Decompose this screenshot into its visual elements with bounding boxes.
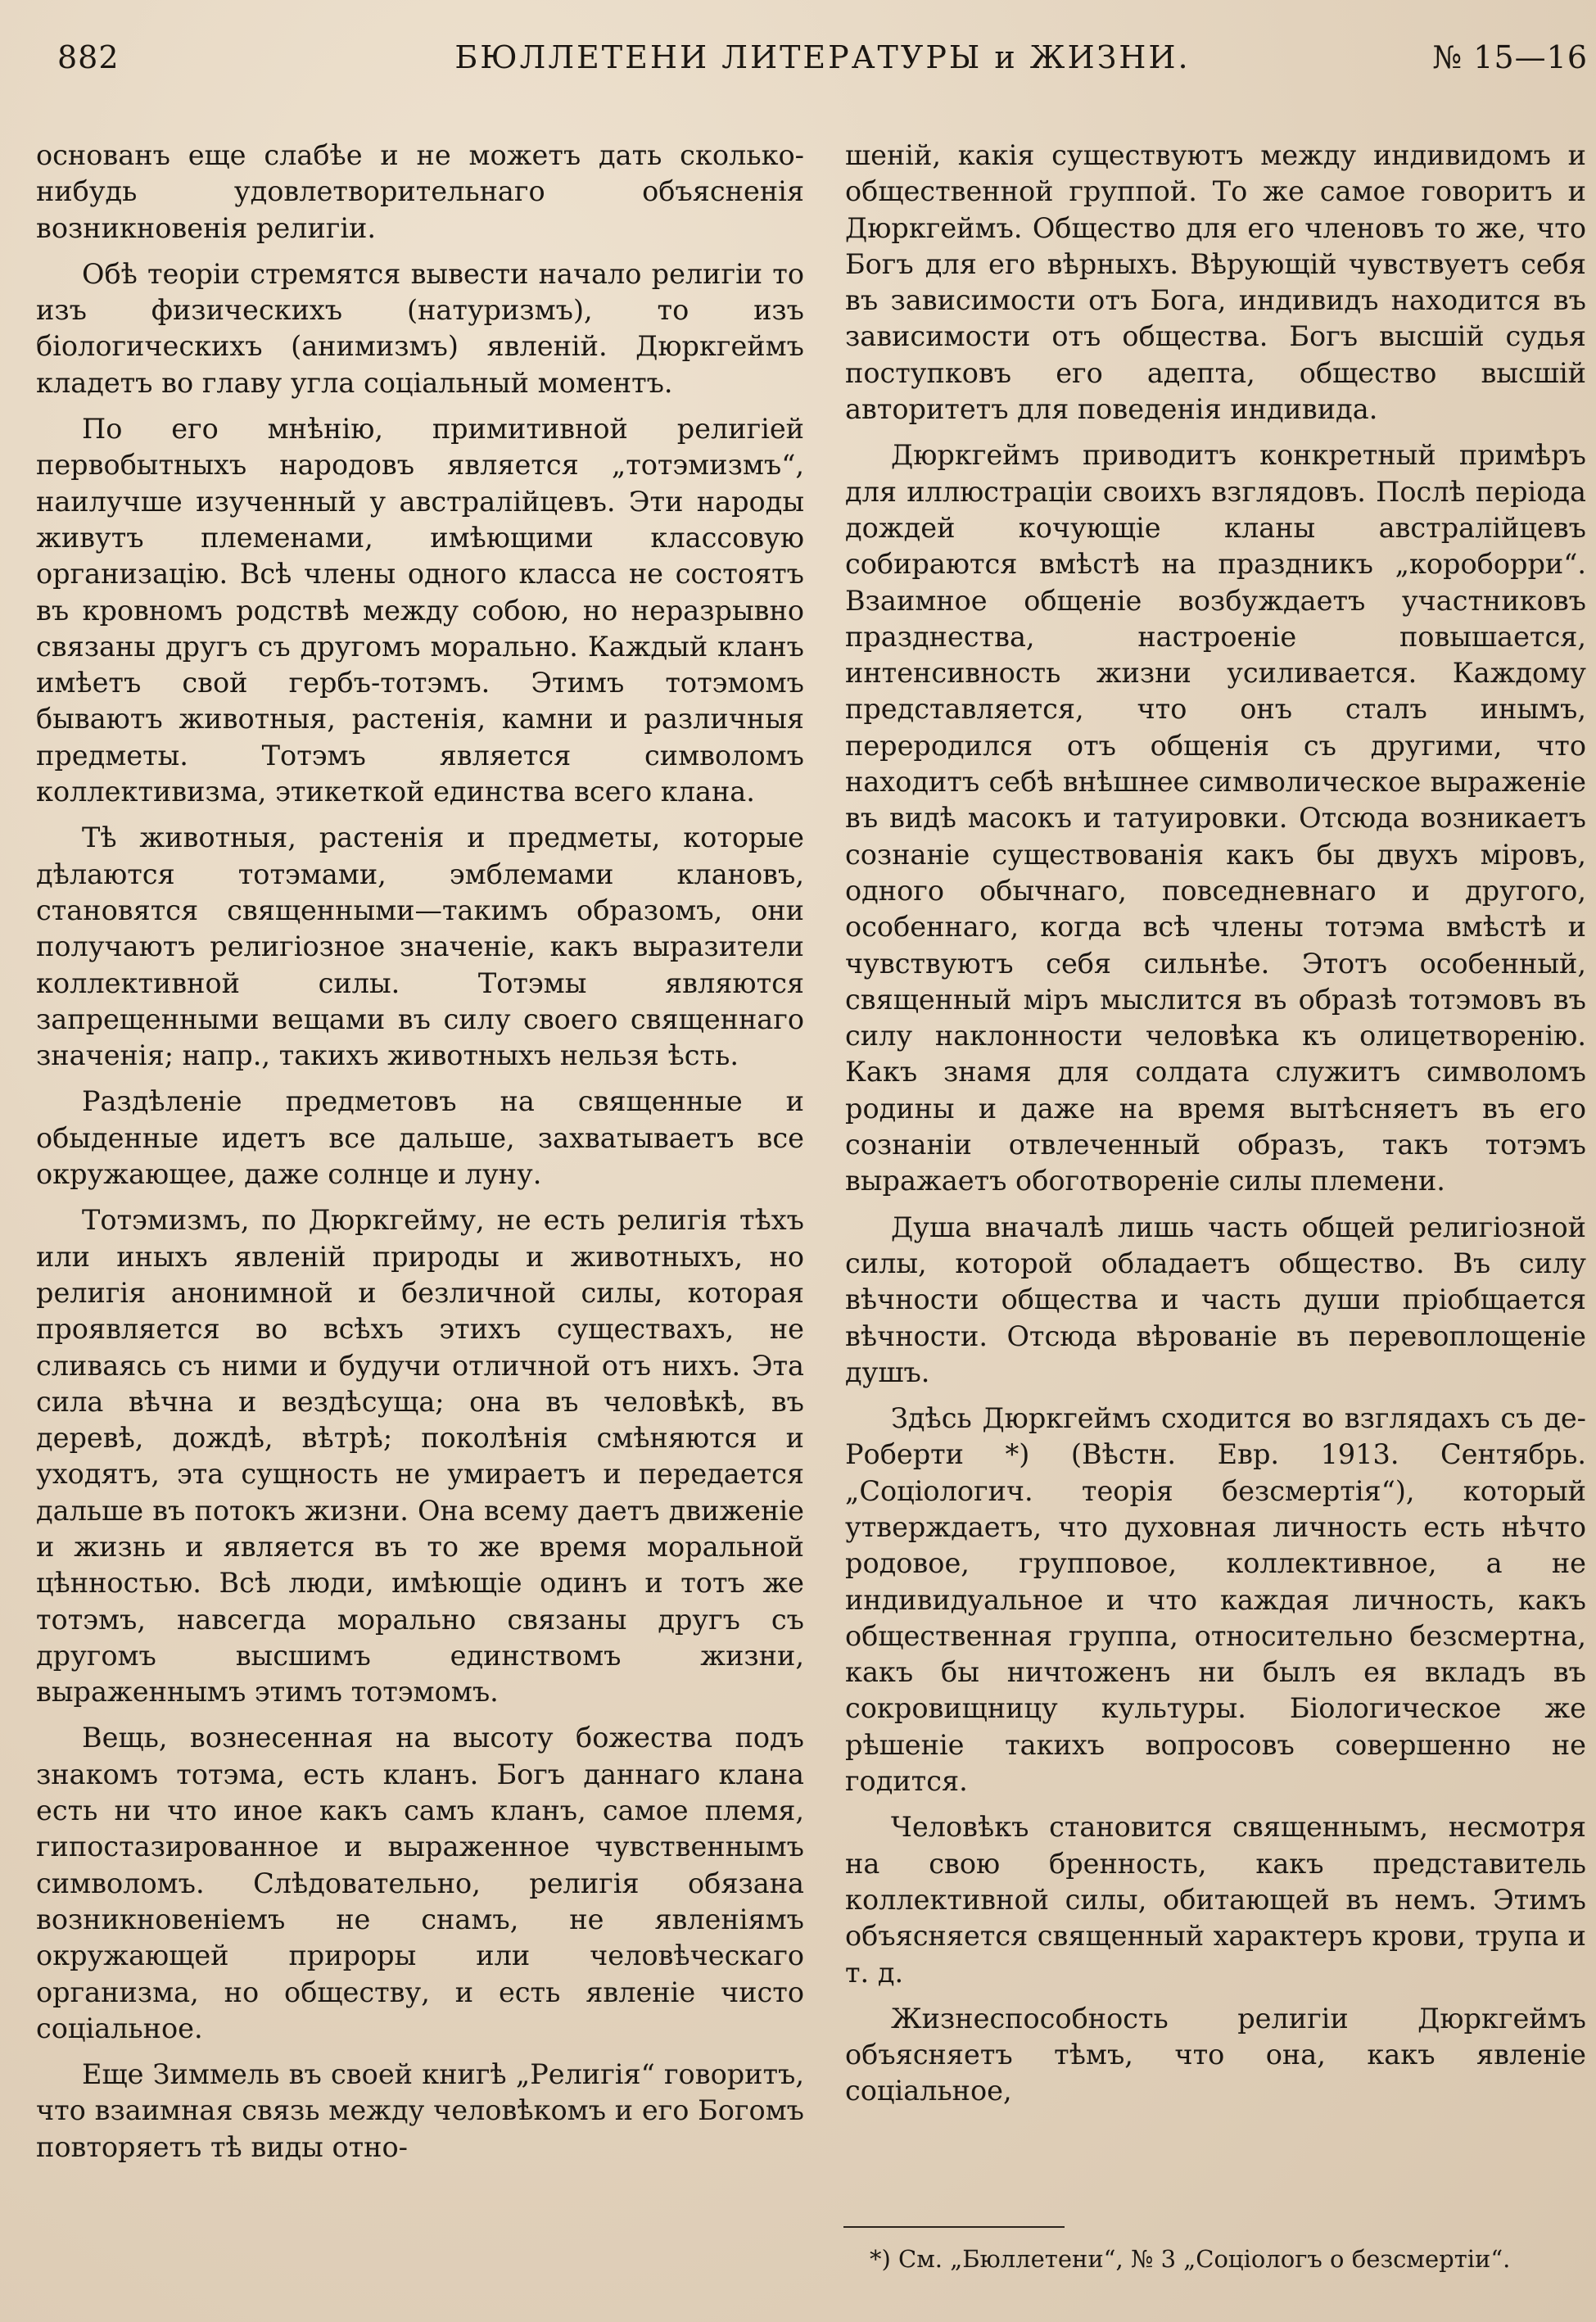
left-column: [36, 138, 804, 2166]
paragraph: Дюркгеймъ приводитъ конкретный примѣръ для иллюстраціи своихъ взглядовъ. Послѣ періода дождей кочующіе кланы австралійцевъ собираются вмѣстѣ на праздникъ „короборри“. Взаимное общеніе возбуждаетъ участниковъ празднества, настроеніе повышается, интенсивность жизни усиливается. Каждому представляется, что онъ сталъ инымъ, переродился отъ общенія съ другими, что находитъ себѣ внѣшнее символическое выраженіе въ видѣ масокъ и татуировки. Отсюда возникаетъ сознаніе существованія какъ бы двухъ міровъ, одного обычнаго, повседневнаго и другого, особеннаго, когда всѣ члены тотэма вмѣстѣ и чувствуютъ себя сильнѣе. Этотъ особенный, священный міръ мыслится въ образѣ тотэмовъ въ силу наклонности человѣка къ олицетворенію. Какъ знамя для солдата служитъ символомъ родины и даже на время вытѣсняетъ въ его сознаніи отвлеченный образъ, такъ тотэмъ выражаетъ обоготвореніе силы племени.: [845, 439, 1586, 1197]
paragraph: Раздѣленіе предметовъ на священные и обыденные идетъ все дальше, захватываетъ все окружающее, даже солнце и луну.: [36, 1085, 804, 1191]
running-header: [57, 39, 1588, 88]
journal-title: БЮЛЛЕТЕНИ ЛИТЕРАТУРЫ и ЖИЗНИ.: [454, 39, 1191, 75]
paragraph: Жизнеспособность религіи Дюркгеймъ объясняетъ тѣмъ, что она, какъ явленіе соціальное,: [845, 2002, 1586, 2107]
paragraph: Человѣкъ становится священнымъ, несмотря на свою бренность, какъ представитель коллективной силы, обитающей въ немъ. Этимъ объясняется священный характеръ крови, трупа и т. д.: [845, 1811, 1586, 1989]
paragraph: Вещь, вознесенная на высоту божества подъ знакомъ тотэма, есть кланъ. Богъ даннаго клана есть ни что иное какъ самъ кланъ, самое племя, гипостазированное и выраженное чувственнымъ символомъ. Слѣдовательно, религія обязана возникновеніемъ не снамъ, не явленіямъ окружающей прироры или человѣческаго организма, но обществу, и есть явленіе чисто соціальное.: [36, 1722, 804, 2044]
paragraph: Душа вначалѣ лишь часть общей религіозной силы, которой обладаетъ общество. Въ силу вѣчности общества и часть души пріобщается вѣчности. Отсюда вѣрованіе въ перевоплощеніе душъ.: [845, 1211, 1586, 1388]
issue-number: № 15—16: [1432, 39, 1588, 75]
paragraph: Тотэмизмъ, по Дюркгейму, не есть религія тѣхъ или иныхъ явленій природы и животныхъ, но религія анонимной и безличной силы, которая проявляется во всѣхъ этихъ существахъ, не сливаясь съ ними и будучи отличной отъ нихъ. Эта сила вѣчна и вездѣсуща; она въ человѣкѣ, въ деревѣ, дождѣ, вѣтрѣ; поколѣнія смѣняются и уходятъ, эта сущность не умираетъ и передается дальше въ потокъ жизни. Она всему даетъ движеніе и жизнь и является въ то же время моральной цѣнностью. Всѣ люди, имѣющіе одинъ и тотъ же тотэмъ, навсегда морально связаны другъ съ другомъ высшимъ единствомъ жизни, выраженнымъ этимъ тотэмомъ.: [36, 1204, 804, 1709]
paragraph: Еще Зиммель въ своей книгѣ „Религія“ говоритъ, что взаимная связь между человѣкомъ и его Богомъ повторяетъ тѣ виды отно-: [36, 2058, 804, 2163]
page-number: 882: [57, 39, 120, 75]
right-column: [845, 138, 1586, 2110]
paragraph: Обѣ теоріи стремятся вывести начало религіи то изъ физическихъ (натуризмъ), то изъ біологическихъ (анимизмъ) явленій. Дюркгеймъ кладетъ во главу угла соціальный моментъ.: [36, 257, 804, 399]
paragraph: Тѣ животныя, растенія и предметы, которые дѣлаются тотэмами, эмблемами клановъ, становятся священными—такимъ образомъ, они получаютъ религіозное значеніе, какъ выразители коллективной силы. Тотэмы являются запрещенными вещами въ силу своего священнаго значенія; напр., такихъ животныхъ нельзя ѣсть.: [36, 822, 804, 1072]
footnote-divider: [843, 2226, 1065, 2228]
paragraph: По его мнѣнію, примитивной религіей первобытныхъ народовъ является „тотэмизмъ“, наилучше изученный у австралійцевъ. Эти народы живутъ племенами, имѣющими классовую организацію. Всѣ члены одного класса не состоятъ въ кровномъ родствѣ между собою, но неразрывно связаны другъ съ другомъ морально. Каждый кланъ имѣетъ свой гербъ-тотэмъ. Этимъ тотэмомъ бываютъ животныя, растенія, камни и различныя предметы. Тотэмъ является символомъ коллективизма, этикеткой единства всего клана.: [36, 413, 804, 808]
paragraph: Здѣсь Дюркгеймъ сходится во взглядахъ съ де-Роберти *) (Вѣстн. Евр. 1913. Сентябрь. „Соціологич. теорія безсмертія“), который утверждаетъ, что духовная личность есть нѣчто родовое, групповое, коллективное, а не индивидуальное и что каждая личность, какъ общественная группа, относительно безсмертна, какъ бы ничтоженъ ни былъ ея вкладъ въ сокровищницу культуры. Біологическое же рѣшеніе такихъ вопросовъ совершенно не годится.: [845, 1402, 1586, 1798]
footnote: *) См. „Бюллетени“, № 3 „Соціологъ о безсмертіи“.: [870, 2245, 1511, 2273]
paragraph: шеній, какія существуютъ между индивидомъ и общественной группой. То же самое говоритъ и Дюркгеймъ. Общество для его членовъ то же, что Богъ для его вѣрныхъ. Вѣрующій чувствуетъ себя въ зависимости отъ Бога, индивидъ находится въ зависимости отъ общества. Богъ высшій судья поступковъ его адепта, общество высшій авторитетъ для поведенія индивида.: [845, 139, 1586, 426]
paragraph: основанъ еще слабѣе и не можетъ дать сколько-нибудь удовлетворительнаго объясненія возникновенія религіи.: [36, 139, 804, 244]
